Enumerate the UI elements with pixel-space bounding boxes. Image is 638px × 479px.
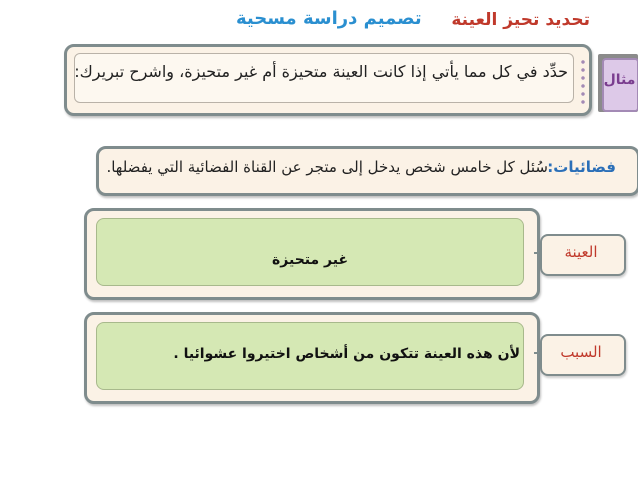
lesson-title: تحديد تحيز العينة (451, 10, 590, 30)
reason-answer: لأن هذه العينة تتكون من أشخاص اختيروا عشوائيا . (173, 346, 520, 362)
question-text: سُئل كل خامس شخص يدخل إلى متجر عن القناة الفضائية التي يفضلها. (106, 158, 548, 176)
sample-answer: غير متحيزة (272, 252, 349, 268)
example-instruction: حدِّد في كل مما يأتي إذا كانت العينة متحيزة أم غير متحيزة، واشرح تبريرك: (74, 62, 568, 81)
dotted-divider-icon (580, 58, 586, 108)
reason-label: السبب (560, 343, 602, 361)
section-title: تصميم دراسة مسحية (236, 8, 422, 29)
example-badge-label: مثال (603, 72, 636, 88)
sample-label: العينة (564, 243, 598, 261)
question-title: فضائيات: (547, 158, 616, 176)
